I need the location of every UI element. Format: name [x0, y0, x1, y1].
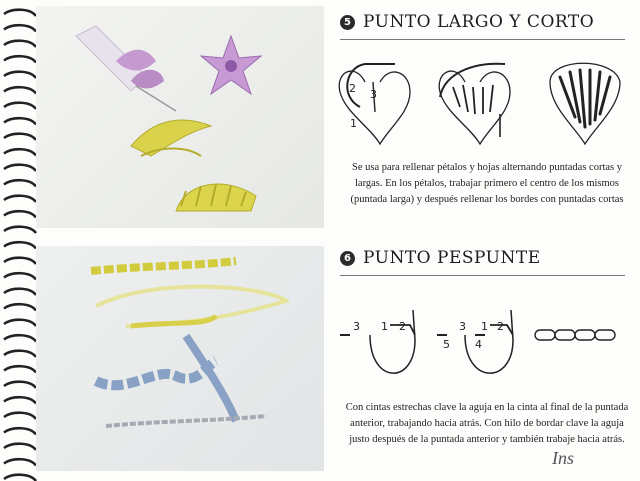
spiral-coil — [4, 273, 36, 279]
spiral-coil — [4, 289, 36, 295]
spiral-coil — [4, 180, 36, 186]
spiral-coil — [4, 444, 36, 450]
diagram-label: 3 — [370, 88, 377, 101]
photo-flower-and-leaves — [36, 6, 324, 228]
section-6-number: 6 — [340, 251, 355, 266]
diagram-label: 3 — [459, 320, 466, 333]
spiral-coil — [4, 382, 36, 388]
spiral-coil — [4, 87, 36, 93]
spiral-coil — [4, 413, 36, 419]
section-5-title: PUNTO LARGO Y CORTO — [363, 12, 595, 32]
spiral-coil — [4, 459, 36, 465]
spiral-coil — [4, 366, 36, 372]
diagram-label: 4 — [475, 338, 482, 351]
diagram-label: 1 — [350, 117, 357, 130]
diagram-label: 1 — [381, 320, 388, 333]
section-5-number: 5 — [340, 15, 355, 30]
section-5-description: Se usa para rellenar pétalos y hojas alternando puntadas cortas y largas. En los pétalos, trabajar primero el centro de los mismos (puntada larga) y después rellenar los bordes con puntadas cortas — [350, 162, 624, 205]
diagram-label: 2 — [399, 320, 406, 333]
diagram-label: 2 — [497, 320, 504, 333]
spiral-coil — [4, 72, 36, 78]
section-6-rule — [340, 275, 625, 276]
spiral-coil — [4, 335, 36, 341]
spiral-coil — [4, 10, 36, 16]
diagram-label: 2 — [349, 82, 356, 95]
diagram-label: 3 — [353, 320, 360, 333]
spiral-coil — [4, 165, 36, 171]
spiral-coil — [4, 196, 36, 202]
spiral-coil — [4, 258, 36, 264]
spiral-coil — [4, 56, 36, 62]
spiral-coil — [4, 428, 36, 434]
spiral-coil — [4, 227, 36, 233]
backstitch-diagram — [335, 290, 635, 390]
section-6-heading — [340, 248, 541, 268]
spiral-coil — [4, 211, 36, 217]
spiral-coil — [4, 397, 36, 403]
diagram-label: 5 — [443, 338, 450, 351]
spiral-coil — [4, 242, 36, 248]
section-5-heading — [340, 12, 594, 32]
spiral-coil — [4, 475, 36, 481]
diagram-label: 1 — [481, 320, 488, 333]
long-short-stitch-diagram — [335, 52, 635, 152]
section-6-description: Con cintas estrechas clave la aguja en la cinta al final de la puntada anterior, trabajando hacia atrás. Con hilo de bordar clave la aguja justo después de la puntada anterior y también trabaje hacia atrás. — [345, 402, 629, 445]
spiral-coil — [4, 103, 36, 109]
spiral-coil — [4, 304, 36, 310]
spiral-binding — [0, 0, 40, 481]
section-5-rule — [340, 39, 625, 40]
signature: Ins — [552, 448, 574, 468]
spiral-coil — [4, 118, 36, 124]
spiral-coil — [4, 320, 36, 326]
photo-backstitch-samples — [36, 246, 324, 471]
spiral-coil — [4, 25, 36, 31]
spiral-coil — [4, 41, 36, 47]
spiral-coil — [4, 134, 36, 140]
section-6-title: PUNTO PESPUNTE — [363, 248, 541, 268]
spiral-coil — [4, 149, 36, 155]
spiral-coil — [4, 351, 36, 357]
